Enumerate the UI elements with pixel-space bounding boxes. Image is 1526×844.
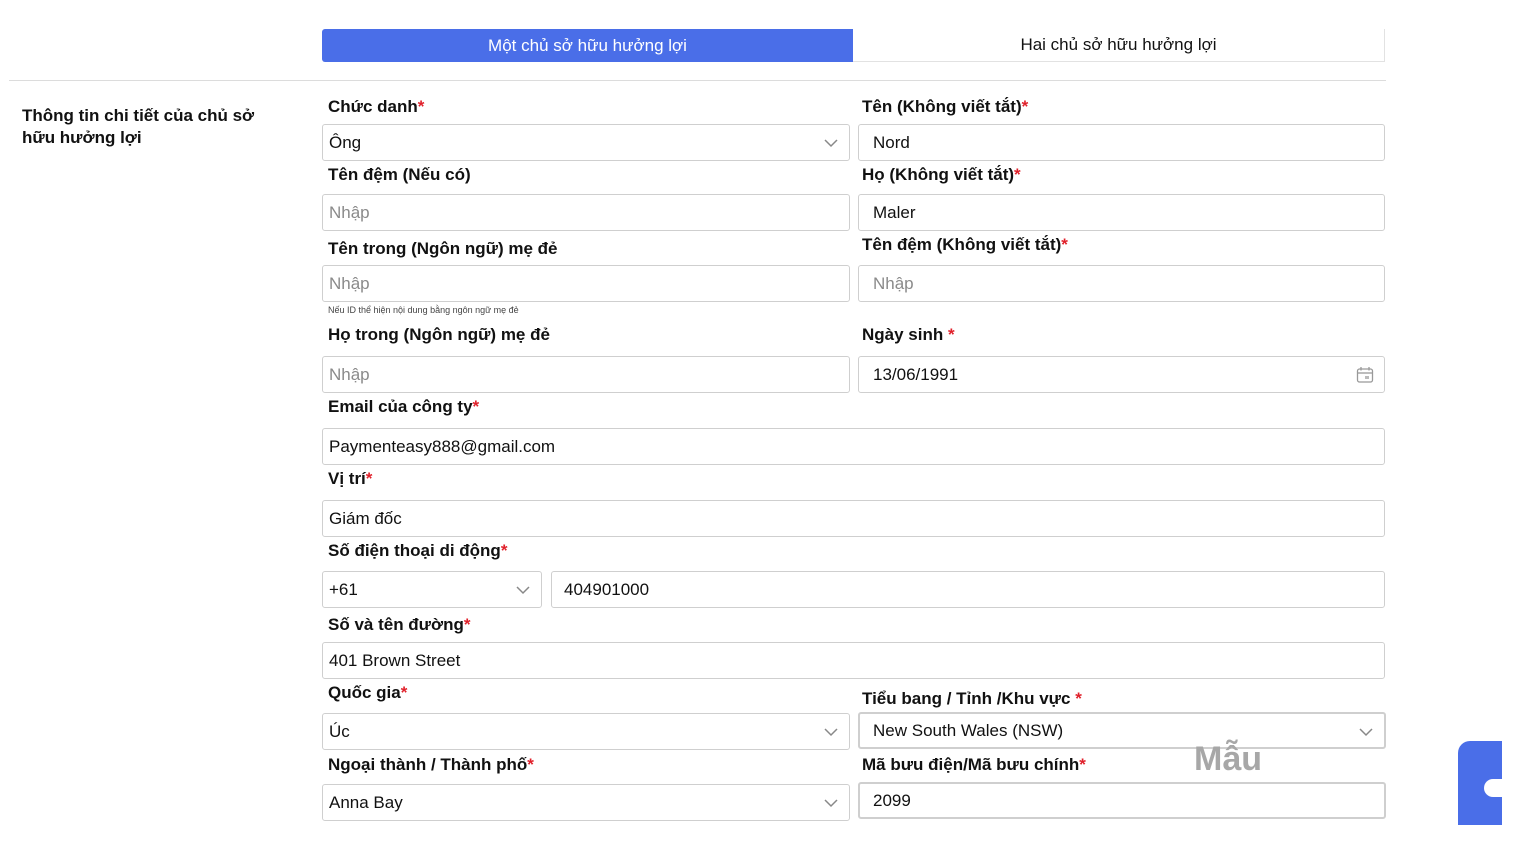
- company-email-value: Paymenteasy888@gmail.com: [329, 436, 556, 456]
- watermark-sample: Mẫu: [1194, 740, 1262, 778]
- tab-one-owner[interactable]: Một chủ sở hữu hưởng lợi: [322, 29, 853, 62]
- country-code-select[interactable]: [322, 571, 542, 608]
- first-name-field[interactable]: [858, 124, 1385, 161]
- state-select[interactable]: [858, 712, 1386, 749]
- tab-two-owners[interactable]: Hai chủ sở hữu hưởng lợi: [853, 29, 1385, 62]
- mobile-label: Số điện thoại di động*: [328, 541, 508, 560]
- position-label: Vị trí*: [328, 469, 373, 488]
- last-name-field[interactable]: [858, 194, 1385, 231]
- street-label: Số và tên đường*: [328, 615, 471, 634]
- company-email-label: Email của công ty*: [328, 397, 480, 416]
- title-value: Ông: [329, 132, 362, 152]
- native-last-name-placeholder: Nhập: [329, 364, 370, 384]
- native-language-hint: Nếu ID thể hiện nội dung bằng ngôn ngữ mẹ đẻ: [328, 305, 519, 315]
- first-name-value: Nord: [873, 132, 910, 152]
- suburb-value: Anna Bay: [329, 792, 403, 812]
- suburb-label: Ngoại thành / Thành phố*: [328, 755, 534, 774]
- title-select[interactable]: [322, 124, 850, 161]
- native-last-name-label: Họ trong (Ngôn ngữ) mẹ đẻ: [328, 325, 550, 344]
- calendar-icon[interactable]: [1356, 366, 1374, 384]
- chevron-down-icon: [823, 135, 839, 151]
- middle-name-full-label: Tên đệm (Không viết tắt)*: [862, 235, 1068, 254]
- mobile-number-value: 404901000: [564, 579, 650, 599]
- mobile-number-field[interactable]: [551, 571, 1385, 608]
- country-label: Quốc gia*: [328, 683, 408, 702]
- chevron-down-icon: [1358, 724, 1374, 740]
- middle-name-optional-label: Tên đệm (Nếu có): [328, 165, 471, 184]
- suburb-select[interactable]: [322, 784, 850, 821]
- street-field[interactable]: [322, 642, 1385, 679]
- chat-button[interactable]: [1458, 741, 1502, 825]
- postcode-field[interactable]: [858, 782, 1386, 819]
- country-select[interactable]: [322, 713, 850, 750]
- street-value: 401 Brown Street: [329, 650, 461, 670]
- native-first-name-field[interactable]: [322, 265, 850, 302]
- chevron-down-icon: [515, 582, 531, 598]
- dob-label: Ngày sinh *: [862, 325, 955, 344]
- dob-field[interactable]: [858, 356, 1385, 393]
- native-last-name-field[interactable]: [322, 356, 850, 393]
- chevron-down-icon: [823, 724, 839, 740]
- last-name-value: Maler: [873, 202, 916, 222]
- postcode-label: Mã bưu điện/Mã bưu chính*: [862, 755, 1086, 774]
- position-value: Giám đốc: [329, 508, 402, 528]
- country-code-value: +61: [329, 579, 358, 599]
- position-field[interactable]: [322, 500, 1385, 537]
- dob-value: 13/06/1991: [873, 364, 959, 384]
- state-value: New South Wales (NSW): [873, 720, 1064, 740]
- country-value: Úc: [329, 721, 350, 741]
- middle-name-optional-placeholder: Nhập: [329, 202, 370, 222]
- last-name-label: Họ (Không viết tắt)*: [862, 165, 1021, 184]
- section-title: Thông tin chi tiết của chủ sở hữu hưởng lợi: [22, 106, 255, 147]
- native-first-name-label: Tên trong (Ngôn ngữ) mẹ đẻ: [328, 239, 558, 258]
- native-first-name-placeholder: Nhập: [329, 273, 370, 293]
- middle-name-full-placeholder: Nhập: [873, 273, 914, 293]
- divider: [9, 80, 1386, 81]
- chat-icon: [1484, 779, 1502, 797]
- middle-name-optional-field[interactable]: [322, 194, 850, 231]
- postcode-value: 2099: [873, 790, 911, 810]
- first-name-label: Tên (Không viết tắt)*: [862, 97, 1029, 116]
- chevron-down-icon: [823, 795, 839, 811]
- state-label: Tiểu bang / Tỉnh /Khu vực *: [862, 689, 1082, 708]
- title-label: Chức danh*: [328, 97, 425, 116]
- middle-name-full-field[interactable]: [858, 265, 1385, 302]
- company-email-field[interactable]: [322, 428, 1385, 465]
